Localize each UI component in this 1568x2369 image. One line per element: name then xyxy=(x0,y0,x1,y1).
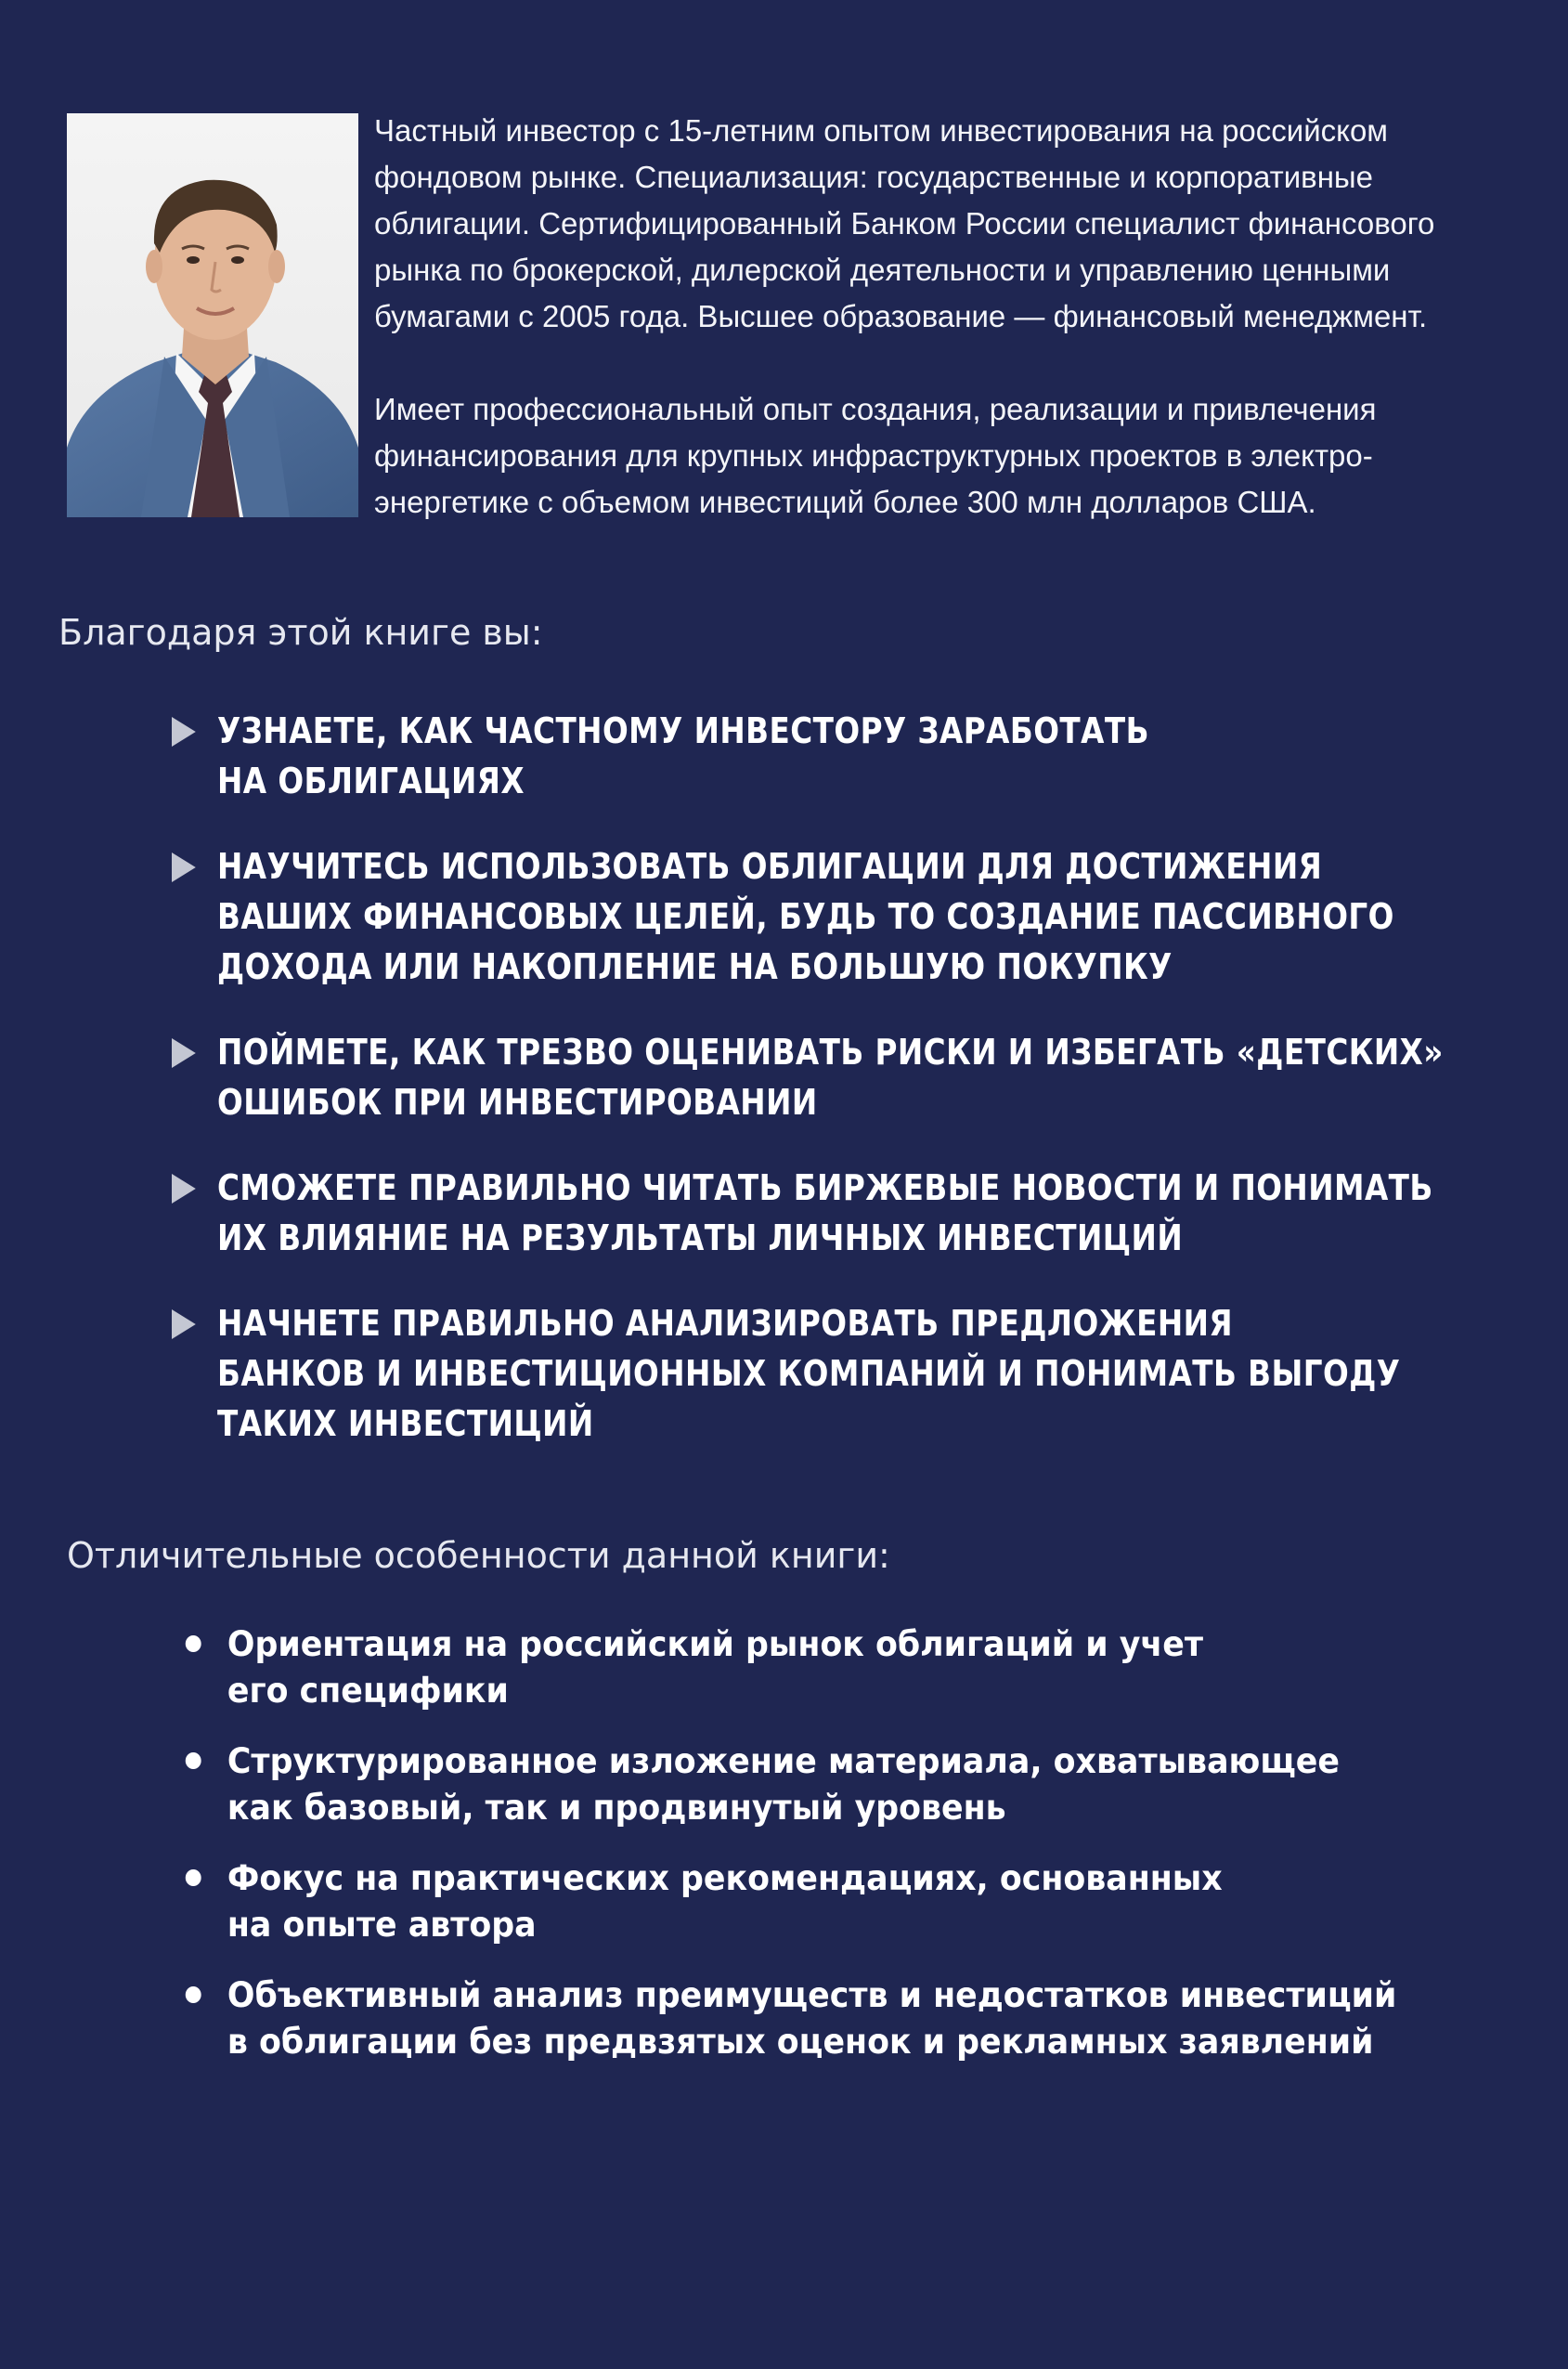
feature-item xyxy=(182,1621,1493,1714)
features-heading: Отличительные особенности данной книги: xyxy=(67,1535,890,1576)
bullet-dot-icon xyxy=(186,1635,201,1652)
feature-line: как базовый, так и продвинутый уровень xyxy=(227,1788,1006,1828)
benefit-item xyxy=(172,1027,1479,1127)
benefit-item xyxy=(172,1298,1479,1449)
benefits-heading: Благодаря этой книге вы: xyxy=(58,612,543,653)
feature-line: его специфики xyxy=(227,1671,509,1711)
benefits-list xyxy=(172,706,1471,1484)
benefit-line: НА ОБЛИГАЦИЯХ xyxy=(217,761,525,801)
feature-line: Фокус на практических рекомендациях, основанных xyxy=(227,1858,1223,1898)
benefit-line: ДОХОДА ИЛИ НАКОПЛЕНИЕ НА БОЛЬШУЮ ПОКУПКУ xyxy=(217,946,1173,987)
bio-line: рынка по брокерской, дилерской деятельности и управлению ценными xyxy=(374,253,1391,287)
benefit-line: НАУЧИТЕСЬ ИСПОЛЬЗОВАТЬ ОБЛИГАЦИИ ДЛЯ ДОСТИЖЕНИЯ xyxy=(217,846,1323,887)
benefit-line: БАНКОВ И ИНВЕСТИЦИОННЫХ КОМПАНИЙ И ПОНИМАТЬ ВЫГОДУ xyxy=(217,1353,1401,1394)
benefit-line: ИХ ВЛИЯНИЕ НА РЕЗУЛЬТАТЫ ЛИЧНЫХ ИНВЕСТИЦИЙ xyxy=(217,1217,1184,1258)
benefit-item xyxy=(172,841,1479,992)
bio-line: Имеет профессиональный опыт создания, реализации и привлечения xyxy=(374,392,1377,426)
feature-line: в облигации без предвзятых оценок и рекламных заявлений xyxy=(227,2022,1374,2062)
bio-line: бумагами с 2005 года. Высшее образование — финансовый менеджмент. xyxy=(374,299,1428,333)
triangle-right-icon xyxy=(172,1038,196,1068)
feature-item xyxy=(182,1855,1493,1948)
benefit-line: ВАШИХ ФИНАНСОВЫХ ЦЕЛЕЙ, БУДЬ ТО СОЗДАНИЕ ПАССИВНОГО xyxy=(217,896,1394,937)
bio-line: энергетике с объемом инвестиций более 300 млн долларов США. xyxy=(374,485,1316,519)
feature-item xyxy=(182,1738,1493,1831)
features-list xyxy=(182,1621,1482,2089)
bio-line: Частный инвестор с 15-летним опытом инвестирования на российском xyxy=(374,113,1388,148)
bullet-dot-icon xyxy=(186,1869,201,1886)
bullet-dot-icon xyxy=(186,1752,201,1769)
benefit-item xyxy=(172,706,1479,806)
bio-paragraph-2 xyxy=(374,386,1470,526)
bullet-dot-icon xyxy=(186,1986,201,2003)
triangle-right-icon xyxy=(172,717,196,747)
feature-line: Объективный анализ преимуществ и недостатков инвестиций xyxy=(227,1975,1397,2015)
feature-line: на опыте автора xyxy=(227,1905,537,1945)
benefit-line: СМОЖЕТЕ ПРАВИЛЬНО ЧИТАТЬ БИРЖЕВЫЕ НОВОСТИ И ПОНИМАТЬ xyxy=(217,1167,1433,1208)
benefit-line: НАЧНЕТЕ ПРАВИЛЬНО АНАЛИЗИРОВАТЬ ПРЕДЛОЖЕНИЯ xyxy=(217,1303,1234,1344)
feature-line: Структурированное изложение материала, охватывающее xyxy=(227,1741,1340,1781)
bio-paragraph-1 xyxy=(374,108,1470,340)
benefit-line: ПОЙМЕТЕ, КАК ТРЕЗВО ОЦЕНИВАТЬ РИСКИ И ИЗБЕГАТЬ «ДЕТСКИХ» xyxy=(217,1032,1444,1073)
benefit-line: ОШИБОК ПРИ ИНВЕСТИРОВАНИИ xyxy=(217,1082,818,1123)
triangle-right-icon xyxy=(172,1309,196,1339)
triangle-right-icon xyxy=(172,1174,196,1204)
author-bio xyxy=(374,108,1470,572)
bio-line: финансирования для крупных инфраструктурных проектов в электро- xyxy=(374,438,1373,473)
feature-item xyxy=(182,1972,1493,2065)
triangle-right-icon xyxy=(172,853,196,882)
bio-line: облигации. Сертифицированный Банком России специалист финансового xyxy=(374,206,1435,241)
feature-line: Ориентация на российский рынок облигаций и учет xyxy=(227,1624,1204,1664)
benefit-line: ТАКИХ ИНВЕСТИЦИЙ xyxy=(217,1403,594,1444)
bio-line: фондовом рынке. Специализация: государственные и корпоративные xyxy=(374,160,1373,194)
benefit-item xyxy=(172,1163,1479,1263)
benefit-line: УЗНАЕТЕ, КАК ЧАСТНОМУ ИНВЕСТОРУ ЗАРАБОТАТЬ xyxy=(217,710,1149,751)
author-photo xyxy=(67,113,358,517)
